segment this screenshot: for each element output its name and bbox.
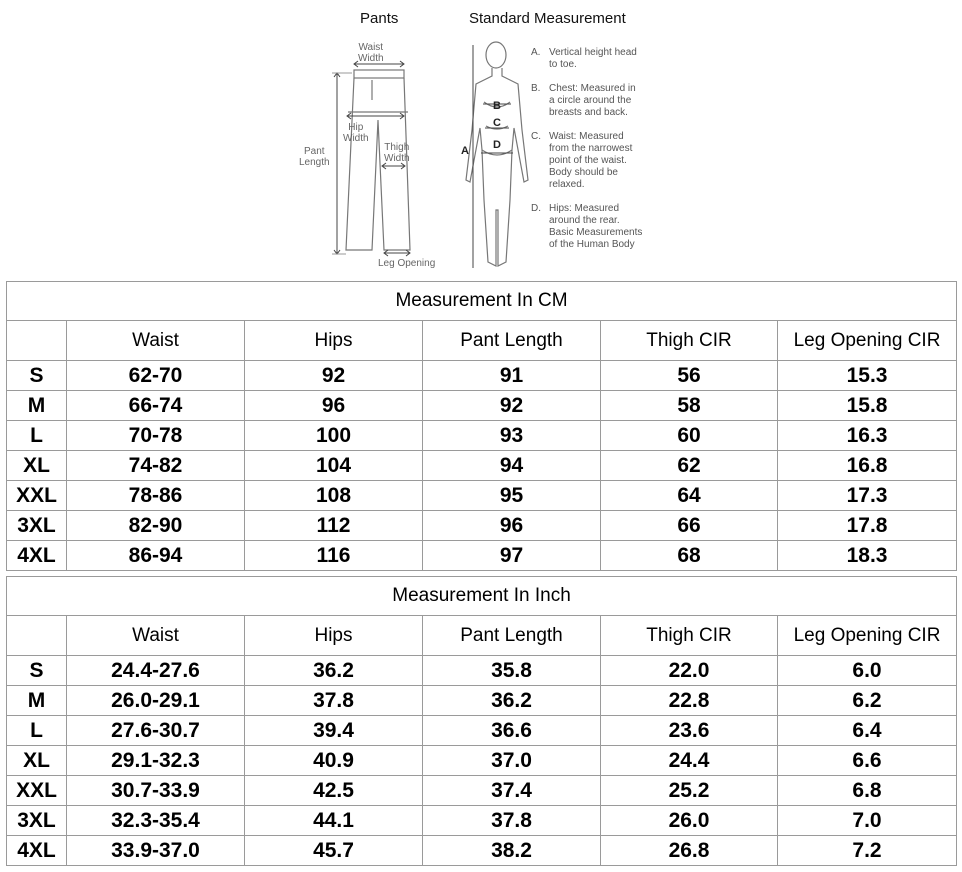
size-table-inch	[6, 576, 957, 866]
table-cell: 62-70	[67, 361, 245, 391]
size-label: XXL	[7, 776, 67, 806]
column-header: Leg Opening CIR	[778, 321, 957, 361]
size-label: M	[7, 686, 67, 716]
table-cell: 6.8	[778, 776, 957, 806]
table-cell: 32.3-35.4	[67, 806, 245, 836]
size-label: XL	[7, 746, 67, 776]
figure-letter-c: C	[493, 117, 501, 129]
table-cell: 16.8	[778, 451, 957, 481]
table-cell: 45.7	[245, 836, 423, 866]
table-cell: 7.2	[778, 836, 957, 866]
note-text: Hips: Measured around the rear. Basic Measurements of the Human Body	[549, 203, 643, 250]
table-cell: 78-86	[67, 481, 245, 511]
table-cell: 108	[245, 481, 423, 511]
table-cell: 66-74	[67, 391, 245, 421]
column-header: Pant Length	[423, 616, 601, 656]
column-header: Leg Opening CIR	[778, 616, 957, 656]
table-cell: 70-78	[67, 421, 245, 451]
table-cell: 86-94	[67, 541, 245, 571]
thigh-width-label: Thigh Width	[384, 142, 410, 164]
table-row	[7, 541, 957, 571]
table-cell: 39.4	[245, 716, 423, 746]
table-cell: 27.6-30.7	[67, 716, 245, 746]
table-cell: 24.4	[601, 746, 778, 776]
table-cell: 15.8	[778, 391, 957, 421]
table-caption: Measurement In Inch	[7, 577, 957, 616]
table-cell: 17.3	[778, 481, 957, 511]
figure-letter-a: A	[461, 145, 469, 157]
body-figure-illustration	[466, 42, 528, 266]
table-cell: 37.8	[423, 806, 601, 836]
table-cell: 36.2	[245, 656, 423, 686]
table-cell: 17.8	[778, 511, 957, 541]
table-cell: 15.3	[778, 361, 957, 391]
table-row	[7, 836, 957, 866]
table-cell: 35.8	[423, 656, 601, 686]
table-cell: 37.0	[423, 746, 601, 776]
table-cell: 22.8	[601, 686, 778, 716]
table-cell: 112	[245, 511, 423, 541]
table-cell: 24.4-27.6	[67, 656, 245, 686]
note-text: Waist: Measured from the narrowest point of the waist. Body should be relaxed.	[549, 131, 633, 190]
note-text: Vertical height head to toe.	[549, 47, 637, 70]
table-cell: 68	[601, 541, 778, 571]
table-row	[7, 361, 957, 391]
hip-width-label: Hip Width	[343, 122, 369, 144]
leg-opening-label: Leg Opening	[378, 258, 436, 269]
table-cell: 36.2	[423, 686, 601, 716]
table-cell: 40.9	[245, 746, 423, 776]
table-cell: 6.0	[778, 656, 957, 686]
column-header	[7, 616, 67, 656]
table-row	[7, 686, 957, 716]
size-label: 3XL	[7, 806, 67, 836]
table-cell: 100	[245, 421, 423, 451]
size-label: XXL	[7, 481, 67, 511]
waist-width-label: Waist Width	[358, 42, 384, 64]
table-cell: 94	[423, 451, 601, 481]
table-cell: 26.0-29.1	[67, 686, 245, 716]
table-cell: 93	[423, 421, 601, 451]
table-cell: 6.6	[778, 746, 957, 776]
table-cell: 104	[245, 451, 423, 481]
note-key: B.	[531, 83, 541, 94]
size-diagram	[0, 0, 962, 278]
table-cell: 37.4	[423, 776, 601, 806]
table-cell: 23.6	[601, 716, 778, 746]
table-cell: 36.6	[423, 716, 601, 746]
size-label: XL	[7, 451, 67, 481]
table-cell: 116	[245, 541, 423, 571]
table-cell: 56	[601, 361, 778, 391]
standard-measurement-title: Standard Measurement	[469, 10, 626, 27]
table-cell: 26.0	[601, 806, 778, 836]
table-cell: 96	[423, 511, 601, 541]
note-key: D.	[531, 203, 541, 214]
table-cell: 92	[245, 361, 423, 391]
table-cell: 44.1	[245, 806, 423, 836]
table-cell: 91	[423, 361, 601, 391]
pants-title: Pants	[360, 10, 399, 27]
table-row	[7, 746, 957, 776]
table-cell: 92	[423, 391, 601, 421]
size-label: L	[7, 716, 67, 746]
table-cell: 37.8	[245, 686, 423, 716]
size-label: 4XL	[7, 541, 67, 571]
table-cell: 18.3	[778, 541, 957, 571]
table-header-row	[7, 321, 957, 361]
size-label: S	[7, 656, 67, 686]
column-header: Hips	[245, 616, 423, 656]
note-text: Chest: Measured in a circle around the breasts and back.	[549, 83, 636, 118]
table-row	[7, 451, 957, 481]
figure-letter-d: D	[493, 139, 501, 151]
size-label: 3XL	[7, 511, 67, 541]
column-header: Waist	[67, 321, 245, 361]
table-cell: 29.1-32.3	[67, 746, 245, 776]
column-header: Waist	[67, 616, 245, 656]
column-header	[7, 321, 67, 361]
size-table-cm	[6, 281, 957, 571]
table-cell: 38.2	[423, 836, 601, 866]
table-cell: 30.7-33.9	[67, 776, 245, 806]
size-label: S	[7, 361, 67, 391]
table-row	[7, 481, 957, 511]
table-cell: 22.0	[601, 656, 778, 686]
table-cell: 25.2	[601, 776, 778, 806]
table-cell: 60	[601, 421, 778, 451]
size-label: L	[7, 421, 67, 451]
table-cell: 74-82	[67, 451, 245, 481]
size-label: M	[7, 391, 67, 421]
table-row	[7, 511, 957, 541]
table-cell: 64	[601, 481, 778, 511]
table-row	[7, 716, 957, 746]
table-cell: 97	[423, 541, 601, 571]
pant-length-label: Pant Length	[299, 146, 330, 168]
column-header: Hips	[245, 321, 423, 361]
table-cell: 96	[245, 391, 423, 421]
table-cell: 58	[601, 391, 778, 421]
pants-and-body-illustration	[0, 0, 962, 278]
column-header: Thigh CIR	[601, 616, 778, 656]
table-cell: 66	[601, 511, 778, 541]
column-header: Thigh CIR	[601, 321, 778, 361]
table-cell: 7.0	[778, 806, 957, 836]
table-row	[7, 776, 957, 806]
table-row	[7, 421, 957, 451]
figure-letter-b: B	[493, 100, 501, 112]
size-label: 4XL	[7, 836, 67, 866]
table-header-row	[7, 616, 957, 656]
table-row	[7, 391, 957, 421]
table-cell: 6.4	[778, 716, 957, 746]
note-key: C.	[531, 131, 541, 142]
table-cell: 16.3	[778, 421, 957, 451]
table-cell: 26.8	[601, 836, 778, 866]
table-cell: 62	[601, 451, 778, 481]
table-row	[7, 806, 957, 836]
table-caption: Measurement In CM	[7, 282, 957, 321]
table-cell: 33.9-37.0	[67, 836, 245, 866]
table-row	[7, 656, 957, 686]
table-cell: 42.5	[245, 776, 423, 806]
table-cell: 95	[423, 481, 601, 511]
table-cell: 6.2	[778, 686, 957, 716]
column-header: Pant Length	[423, 321, 601, 361]
table-cell: 82-90	[67, 511, 245, 541]
note-key: A.	[531, 47, 541, 58]
